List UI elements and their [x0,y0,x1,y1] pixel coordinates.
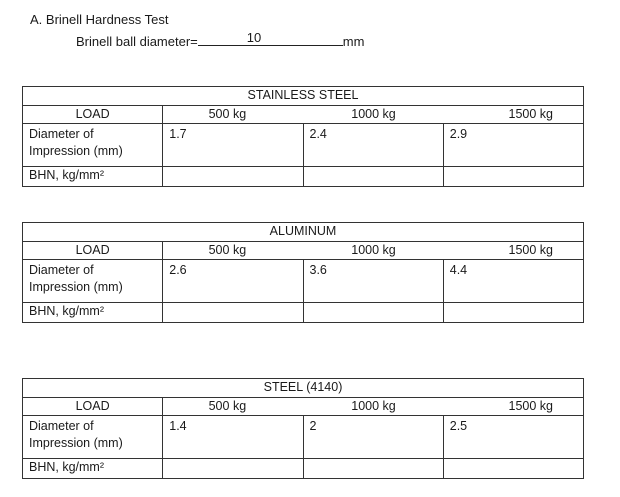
load-1000: 1000 kg [351,107,396,121]
load-1000: 1000 kg [351,399,396,413]
diameter-cell-1000[interactable]: 2 [303,416,443,459]
diameter-cell-1000[interactable]: 2.4 [303,124,443,167]
bhn-label: BHN, kg/mm² [23,459,163,479]
ball-diameter-unit: mm [342,34,365,49]
bhn-cell-500[interactable] [163,459,303,479]
load-1500: 1500 kg [508,399,553,413]
table-title: STAINLESS STEEL [23,87,584,106]
diameter-label: Diameter of Impression (mm) [23,124,163,167]
table-title: STEEL (4140) [23,379,584,398]
load-values-cell [163,398,584,416]
bhn-cell-500[interactable] [163,167,303,187]
load-values-cell [163,242,584,260]
load-values-cell [163,106,584,124]
bhn-cell-1000[interactable] [303,459,443,479]
bhn-cell-1500[interactable] [443,459,583,479]
load-500: 500 kg [208,107,247,121]
bhn-cell-1500[interactable] [443,303,583,323]
diameter-cell-500[interactable]: 2.6 [163,260,303,303]
table-title: ALUMINUM [23,223,584,242]
load-label: LOAD [23,398,163,416]
ball-diameter-line [76,32,364,49]
aluminum-table [22,222,584,323]
diameter-cell-500[interactable]: 1.7 [163,124,303,167]
diameter-cell-1500[interactable]: 2.5 [443,416,583,459]
diameter-cell-1500[interactable]: 4.4 [443,260,583,303]
section-heading: A. Brinell Hardness Test [30,12,169,27]
load-500: 500 kg [208,399,247,413]
stainless-steel-table [22,86,584,187]
load-label: LOAD [23,242,163,260]
diameter-cell-1000[interactable]: 3.6 [303,260,443,303]
ball-diameter-blank[interactable] [198,32,343,46]
load-label: LOAD [23,106,163,124]
diameter-label: Diameter of Impression (mm) [23,260,163,303]
bhn-label: BHN, kg/mm² [23,303,163,323]
bhn-cell-1000[interactable] [303,303,443,323]
diameter-cell-500[interactable]: 1.4 [163,416,303,459]
steel-4140-table [22,378,584,479]
ball-diameter-value: 10 [246,30,262,45]
bhn-cell-1500[interactable] [443,167,583,187]
diameter-cell-1500[interactable]: 2.9 [443,124,583,167]
bhn-cell-1000[interactable] [303,167,443,187]
load-1000: 1000 kg [351,243,396,257]
load-500: 500 kg [208,243,247,257]
diameter-label: Diameter of Impression (mm) [23,416,163,459]
bhn-label: BHN, kg/mm² [23,167,163,187]
bhn-cell-500[interactable] [163,303,303,323]
ball-diameter-label: Brinell ball diameter= [76,34,198,49]
load-1500: 1500 kg [508,243,553,257]
load-1500: 1500 kg [508,107,553,121]
